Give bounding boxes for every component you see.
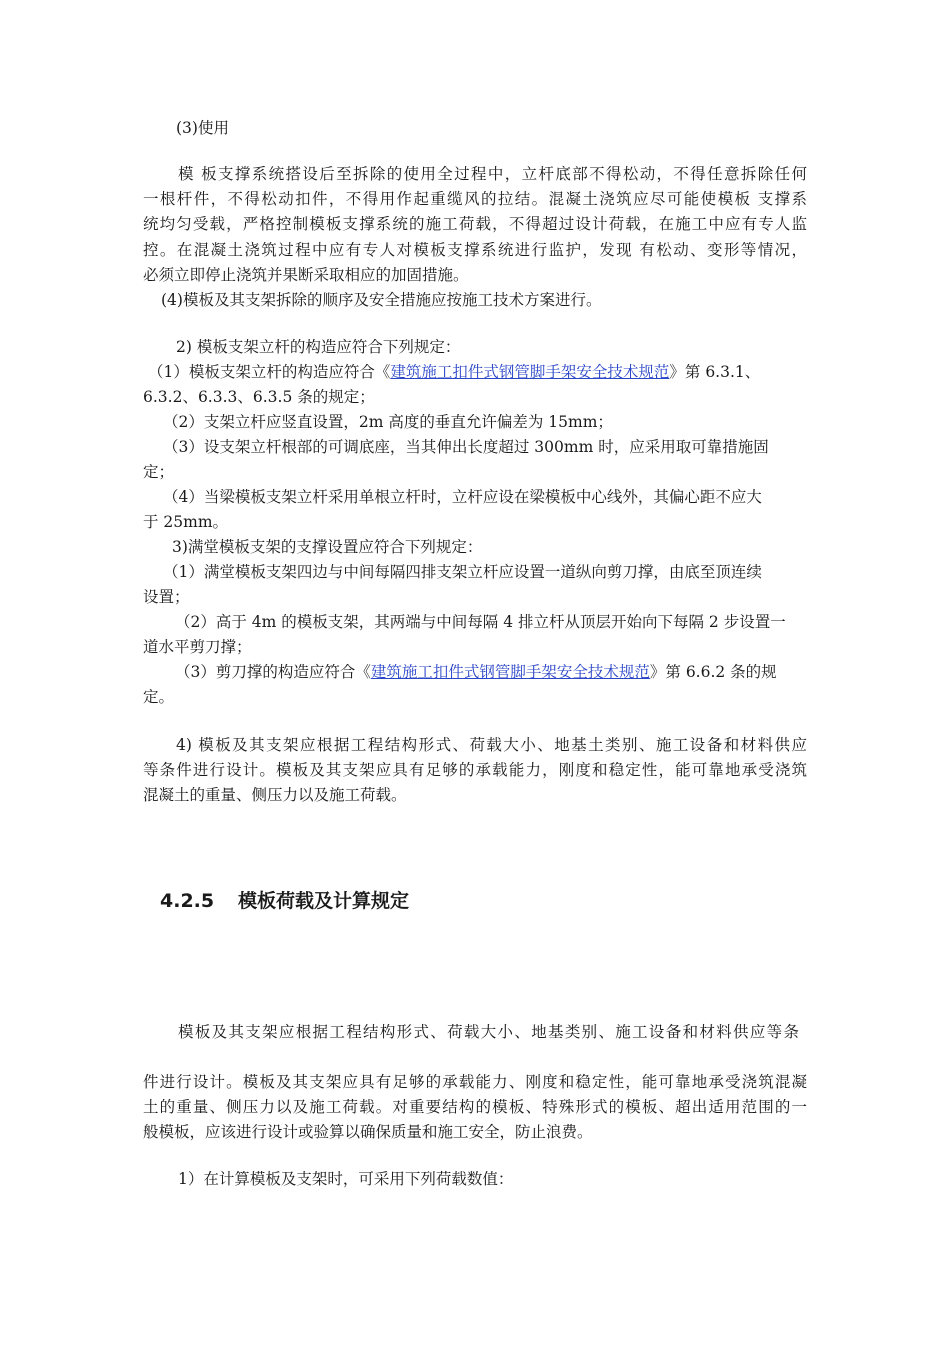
s3-item-1-line-1: （1）满堂模板支架四边与中间每隔四排支架立杆应设置一道纵向剪刀撑，由底至顶连续 bbox=[163, 563, 762, 581]
section-3-title: 3)满堂模板支架的支撑设置应符合下列规定： bbox=[172, 538, 483, 556]
section-4-line-1: 4) 模板及其支架应根据工程结构形式、荷载大小、地基土类别、施工设备和材料供应 bbox=[176, 736, 807, 754]
s3-item-3-line-1 bbox=[175, 662, 777, 683]
section-4-line-2: 等条件进行设计。模板及其支架应具有足够的承载能力，刚度和稳定性，能可靠地承受浇筑 bbox=[143, 761, 807, 779]
s2-item-3-line-1: （3）设支架立杆根部的可调底座，当其伸出长度超过 300mm 时，应采用取可靠措施固 bbox=[163, 438, 769, 456]
section-heading bbox=[160, 888, 409, 914]
s3-item-2-line-1: （2）高于 4m 的模板支架，其两端与中间每隔 4 排立杆从顶层开始向下每隔 2 步设置一 bbox=[175, 613, 786, 631]
load-para-line-2: 件进行设计。模板及其支架应具有足够的承载能力、刚度和稳定性，能可靠地承受浇筑混凝 bbox=[143, 1073, 807, 1091]
s2-item-1-post: 》第 6.3.1、 bbox=[669, 363, 761, 381]
s3-item-3-pre: （3）剪刀撑的构造应符合《 bbox=[175, 663, 371, 681]
section-use-title: (3)使用 bbox=[176, 119, 229, 137]
heading-number: 4.2.5 bbox=[160, 890, 215, 912]
load-para-line-4: 般模板，应该进行设计或验算以确保质量和施工安全，防止浪费。 bbox=[143, 1123, 593, 1141]
section-4-line-3: 混凝土的重量、侧压力以及施工荷载。 bbox=[143, 786, 407, 804]
s3-item-1-line-2: 设置； bbox=[143, 588, 190, 606]
load-values-intro: 1）在计算模板及支架时，可采用下列荷载数值： bbox=[178, 1170, 514, 1188]
heading-title: 模板荷载及计算规定 bbox=[238, 890, 410, 912]
item-4-dismantling: (4)模板及其支架拆除的顺序及安全措施应按施工技术方案进行。 bbox=[161, 291, 602, 309]
use-para-line-1: 模 板支撑系统搭设后至拆除的使用全过程中，立杆底部不得松动，不得任意拆除任何 bbox=[178, 165, 807, 183]
section-2-title: 2) 模板支架立杆的构造应符合下列规定： bbox=[176, 338, 461, 356]
s3-item-2-line-2: 道水平剪刀撑； bbox=[143, 638, 252, 656]
s2-item-1-line-2: 6.3.2、6.3.3、6.3.5 条的规定； bbox=[143, 388, 375, 406]
s2-item-1-line-1 bbox=[148, 362, 760, 383]
s3-item-3-post: 》第 6.6.2 条的规 bbox=[649, 663, 777, 681]
s2-item-3-line-2: 定； bbox=[143, 463, 175, 481]
standard-link-1[interactable]: 建筑施工扣件式钢管脚手架安全技术规范 bbox=[390, 363, 670, 381]
use-para-line-5: 必须立即停止浇筑并果断采取相应的加固措施。 bbox=[143, 266, 469, 284]
s2-item-4-line-1: （4）当梁模板支架立杆采用单根立杆时，立杆应设在梁模板中心线外，其偏心距不应大 bbox=[163, 488, 762, 506]
use-para-line-2: 一根杆件，不得松动扣件，不得用作起重缆风的拉结。混凝土浇筑应尽可能使模板 支撑系 bbox=[143, 190, 807, 208]
load-para-line-1: 模板及其支架应根据工程结构形式、荷载大小、地基类别、施工设备和材料供应等条 bbox=[178, 1023, 799, 1041]
use-para-line-4: 控。在混凝土浇筑过程中应有专人对模板支撑系统进行监护，发现 有松动、变形等情况， bbox=[143, 241, 807, 259]
s2-item-4-line-2: 于 25mm。 bbox=[143, 513, 229, 531]
s3-item-3-line-2: 定。 bbox=[143, 688, 175, 706]
s2-item-2: （2）支架立杆应竖直设置，2m 高度的垂直允许偏差为 15mm； bbox=[163, 413, 613, 431]
load-para-line-3: 土的重量、侧压力以及施工荷载。对重要结构的模板、特殊形式的模板、超出适用范围的一 bbox=[143, 1098, 807, 1116]
use-para-line-3: 统均匀受载，严格控制模板支撑系统的施工荷载，不得超过设计荷载，在施工中应有专人监 bbox=[143, 215, 807, 233]
s2-item-1-pre: （1）模板支架立杆的构造应符合《 bbox=[148, 363, 391, 381]
standard-link-2[interactable]: 建筑施工扣件式钢管脚手架安全技术规范 bbox=[370, 663, 650, 681]
